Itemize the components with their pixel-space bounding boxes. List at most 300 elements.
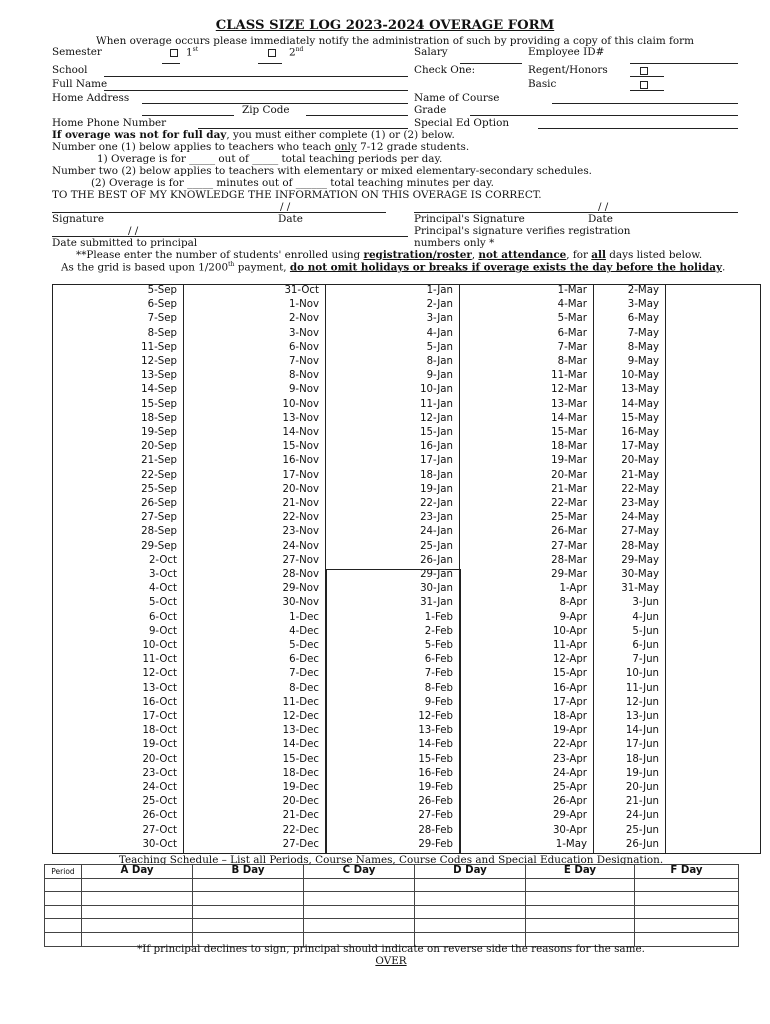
grid-date-cell: 18-Apr	[552, 711, 587, 722]
grid-date-cell: 6-Oct	[148, 611, 177, 623]
grid-date-cell: 8-Feb	[424, 682, 453, 694]
grid-date-cell: 26-Mar	[551, 526, 587, 538]
grid-date-cell: 24-Jan	[420, 526, 453, 538]
schedule-row	[45, 905, 739, 919]
over-label: OVER	[375, 955, 407, 967]
grid-date-cell: 13-Mar	[551, 398, 587, 410]
schedule-cell[interactable]	[635, 919, 739, 933]
attendance-date-grid	[52, 284, 761, 854]
basic-label: Basic	[528, 78, 557, 90]
grid-date-cell: 8-Sep	[147, 327, 177, 339]
grid-date-cell: 7-Sep	[147, 313, 177, 325]
grid-date-cell: 12-Mar	[551, 384, 587, 396]
grid-column-divider	[593, 285, 594, 853]
schedule-cell[interactable]	[304, 878, 415, 892]
grid-date-cell: 31-Jan	[420, 597, 453, 609]
e-day-header: E Day	[526, 865, 635, 879]
principal-verifies-line-1: Principal's signature verifies registration	[414, 225, 631, 237]
grid-date-cell: 24-Jun	[625, 810, 659, 822]
schedule-cell[interactable]	[635, 892, 739, 906]
grid-date-cell: 12-Jan	[420, 412, 453, 424]
grid-date-cell: 21-Mar	[551, 483, 587, 495]
grid-date-cell: 9-Feb	[424, 696, 453, 708]
schedule-cell[interactable]	[193, 905, 304, 919]
grid-date-cell: 18-Mar	[551, 441, 587, 453]
grid-date-cell: 4-Jan	[426, 327, 453, 339]
grid-date-cell: 5-Sep	[147, 285, 177, 296]
special-ed-option-field[interactable]	[538, 128, 738, 129]
grid-date-cell: 6-Mar	[557, 327, 587, 339]
grid-date-cell: 2-Oct	[148, 554, 177, 566]
grid-date-cell: 1-Mar	[557, 285, 587, 296]
full-name-field[interactable]	[104, 90, 408, 91]
schedule-cell[interactable]	[82, 919, 193, 933]
grid-date-cell: 21-Jun	[625, 796, 659, 808]
grid-date-cell: 24-Apr	[552, 767, 587, 779]
grid-payment-note: As the grid is based upon 1/200th payment, do not omit holidays or breaks if overage exists the day before the holiday.	[61, 261, 726, 274]
instruction-line-5: (2) Overage is for _____ minutes out of ______ total teaching minutes per day.	[91, 177, 494, 189]
signature-date-slashes: / /	[280, 201, 291, 213]
grid-date-cell: 10-Jan	[420, 384, 453, 396]
regent-honors-label: Regent/Honors	[528, 64, 608, 76]
grid-date-cell: 18-Dec	[282, 767, 319, 779]
grid-date-cell: 25-Mar	[551, 512, 587, 524]
grid-date-cell: 27-Feb	[418, 810, 453, 822]
certification-statement: TO THE BEST OF MY KNOWLEDGE THE INFORMATION ON THIS OVERAGE IS CORRECT.	[52, 189, 542, 201]
grid-date-cell: 25-Sep	[141, 483, 177, 495]
principal-signature-label: Principal's Signature	[414, 213, 525, 225]
grid-date-cell: 26-Sep	[141, 498, 177, 509]
grid-date-cell: 27-Mar	[551, 540, 587, 552]
salary-label: Salary	[414, 46, 448, 58]
grid-date-cell: 8-May	[627, 341, 659, 353]
grid-date-cell: 21-Sep	[141, 455, 177, 467]
grid-date-cell: 8-Dec	[289, 682, 319, 694]
b-day-header: B Day	[193, 865, 304, 879]
schedule-cell[interactable]	[82, 892, 193, 906]
grid-date-cell: 7-Dec	[289, 668, 319, 680]
schedule-cell[interactable]	[304, 892, 415, 906]
grid-date-cell: 23-Nov	[282, 526, 319, 538]
grid-date-cell: 17-May	[621, 441, 659, 453]
grid-date-cell: 1-Feb	[424, 611, 453, 623]
grid-date-cell: 1-May	[555, 838, 587, 850]
grid-date-cell: 28-Feb	[418, 824, 453, 836]
grid-date-cell: 3-Oct	[148, 569, 177, 580]
grid-date-cell: 2-May	[627, 285, 659, 296]
semester-label: Semester	[52, 46, 102, 58]
grid-date-cell: 14-Sep	[141, 384, 177, 396]
grid-date-cell: 24-Nov	[282, 540, 319, 552]
home-address-label: Home Address	[52, 92, 130, 104]
grid-date-cell: 11-Jan	[420, 398, 453, 410]
grid-date-cell: 23-May	[621, 498, 659, 509]
grid-date-cell: 30-Nov	[282, 597, 319, 609]
grid-date-cell: 4-Jun	[632, 611, 659, 623]
grid-date-cell: 19-Mar	[551, 455, 587, 467]
grid-date-cell: 29-May	[621, 554, 659, 566]
employee-id-field[interactable]	[630, 63, 738, 64]
grid-date-cell: 30-Jan	[420, 583, 453, 595]
grid-date-cell: 25-Oct	[142, 796, 177, 808]
grid-date-cell: 1-Nov	[288, 299, 319, 311]
grid-date-cell: 18-Sep	[141, 412, 177, 424]
grid-date-cell: 26-Jan	[420, 554, 453, 566]
grid-date-cell: 10-May	[621, 370, 659, 382]
grid-column-divider	[665, 285, 666, 853]
grid-date-cell: 22-May	[621, 483, 659, 495]
instruction-line-2: Number one (1) below applies to teachers who teach only 7-12 grade students.	[52, 141, 470, 153]
grid-date-cell: 11-Mar	[551, 370, 587, 382]
grid-date-cell: 10-Apr	[552, 625, 587, 637]
schedule-cell[interactable]	[526, 878, 635, 892]
grid-date-cell: 8-Nov	[288, 370, 319, 382]
grid-date-cell: 3-Jan	[426, 313, 453, 325]
signature-label: Signature	[52, 213, 104, 225]
date-submitted-label: Date submitted to principal	[52, 237, 198, 249]
grid-date-cell: 13-Jun	[625, 711, 659, 722]
grid-date-cell: 7-Mar	[557, 341, 587, 353]
grid-date-cell: 5-Mar	[557, 313, 587, 325]
schedule-cell[interactable]	[526, 905, 635, 919]
grid-date-cell: 19-Jun	[625, 767, 659, 779]
grid-date-cell: 15-Jan	[420, 427, 453, 438]
grid-date-cell: 6-Jun	[632, 640, 659, 651]
grid-date-cell: 14-Feb	[418, 739, 453, 751]
grade-label: Grade	[414, 104, 447, 116]
grid-date-cell: 2-Nov	[288, 313, 319, 325]
footer-note: *If principal declines to sign, principal should indicate on reverse side the reasons for the same.	[137, 943, 645, 955]
grid-date-cell: 12-Jun	[625, 696, 659, 708]
schedule-row	[45, 892, 739, 906]
c-day-header: C Day	[304, 865, 415, 879]
grid-date-cell: 6-Sep	[147, 299, 177, 311]
name-of-course-field[interactable]	[552, 103, 738, 104]
grid-date-cell: 29-Feb	[418, 838, 453, 850]
grid-date-cell: 12-Dec	[282, 711, 319, 722]
grid-date-cell: 12-Feb	[418, 711, 453, 722]
grid-date-cell: 15-Dec	[282, 753, 319, 765]
grid-date-cell: 28-Mar	[551, 554, 587, 566]
regent-line	[630, 76, 664, 77]
grid-date-cell: 15-Apr	[552, 668, 587, 680]
schedule-cell[interactable]	[193, 892, 304, 906]
semester-line	[162, 63, 180, 64]
grid-date-cell: 17-Apr	[552, 696, 587, 708]
principal-verifies-line-2: numbers only *	[414, 237, 495, 249]
grid-date-cell: 20-May	[621, 455, 659, 467]
semester-line-2	[258, 63, 282, 64]
grid-date-cell: 12-Oct	[142, 668, 177, 680]
semester-2-checkbox[interactable]	[268, 49, 276, 57]
grid-date-cell: 22-Mar	[551, 498, 587, 509]
grid-date-cell: 11-Jun	[625, 682, 659, 694]
semester-2-label: 2nd	[289, 46, 304, 59]
grid-date-cell: 4-Oct	[148, 583, 177, 595]
grid-date-cell: 6-May	[627, 313, 659, 325]
schedule-cell[interactable]	[635, 905, 739, 919]
grid-date-cell: 22-Nov	[282, 512, 319, 524]
grid-date-cell: 8-Jan	[426, 356, 453, 367]
grid-date-cell: 28-Sep	[141, 526, 177, 538]
grid-date-cell: 25-Apr	[552, 782, 587, 793]
grid-date-cell: 21-Nov	[282, 498, 319, 509]
grid-date-cell: 13-Dec	[282, 725, 319, 737]
grid-date-cell: 15-Sep	[141, 398, 177, 410]
grid-date-cell: 19-Dec	[282, 782, 319, 793]
schedule-caption: Teaching Schedule – List all Periods, Course Names, Course Codes and Special Education Designation.	[118, 854, 664, 866]
grid-date-cell: 24-May	[621, 512, 659, 524]
grid-date-cell: 5-Jan	[426, 341, 453, 353]
grid-date-cell: 19-Apr	[552, 725, 587, 737]
grid-date-cell: 16-Nov	[282, 455, 319, 467]
grid-date-cell: 3-May	[627, 299, 659, 311]
grid-date-cell: 25-Jan	[420, 540, 453, 552]
grid-date-cell: 13-Feb	[418, 725, 453, 737]
schedule-cell[interactable]	[193, 919, 304, 933]
period-cell[interactable]	[45, 905, 82, 919]
grid-date-cell: 29-Mar	[551, 569, 587, 580]
grid-section-border	[326, 569, 327, 853]
period-cell[interactable]	[45, 919, 82, 933]
grid-date-cell: 23-Oct	[142, 767, 177, 779]
grid-date-cell: 30-May	[621, 569, 659, 580]
grid-date-cell: 20-Sep	[141, 441, 177, 453]
grid-date-cell: 11-Sep	[141, 341, 177, 353]
grid-date-cell: 17-Jun	[625, 739, 659, 751]
grid-date-cell: 31-Oct	[284, 285, 319, 296]
grid-column-divider	[183, 285, 184, 853]
grid-date-cell: 20-Oct	[142, 753, 177, 765]
grid-date-cell: 13-May	[621, 384, 659, 396]
check-one-label: Check One:	[414, 64, 476, 76]
semester-1-label: 1st	[186, 46, 199, 59]
grid-date-cell: 23-Jan	[420, 512, 453, 524]
teaching-schedule-table	[44, 864, 739, 947]
grid-date-cell: 26-Oct	[142, 810, 177, 822]
grid-date-cell: 20-Dec	[282, 796, 319, 808]
grid-date-cell: 6-Feb	[424, 654, 453, 666]
grid-date-cell: 21-May	[621, 469, 659, 481]
grid-date-cell: 16-Apr	[552, 682, 587, 694]
principal-date-label: Date	[588, 213, 613, 225]
grid-date-cell: 7-May	[627, 327, 659, 339]
grid-date-cell: 15-Feb	[418, 753, 453, 765]
grid-date-cell: 5-Feb	[424, 640, 453, 651]
grid-date-cell: 14-Mar	[551, 412, 587, 424]
school-label: School	[52, 64, 88, 76]
grid-date-cell: 13-Sep	[141, 370, 177, 382]
grade-field[interactable]	[470, 115, 738, 116]
grid-date-cell: 1-Dec	[289, 611, 319, 623]
submitted-date-slashes: / /	[128, 225, 139, 237]
grid-date-cell: 17-Jan	[420, 455, 453, 467]
schedule-cell[interactable]	[526, 892, 635, 906]
grid-date-cell: 18-Jan	[420, 469, 453, 481]
grid-date-cell: 30-Oct	[142, 838, 177, 850]
schedule-cell[interactable]	[304, 905, 415, 919]
grid-date-cell: 16-Oct	[142, 696, 177, 708]
schedule-cell[interactable]	[82, 905, 193, 919]
grid-date-cell: 22-Dec	[282, 824, 319, 836]
regent-honors-checkbox[interactable]	[640, 67, 648, 75]
grid-date-cell: 15-Nov	[282, 441, 319, 453]
zip-code-field[interactable]	[306, 115, 408, 116]
f-day-header: F Day	[635, 865, 739, 879]
d-day-header: D Day	[415, 865, 526, 879]
grid-date-cell: 17-Oct	[142, 711, 177, 722]
signature-date-label: Date	[278, 213, 303, 225]
schedule-cell[interactable]	[415, 892, 526, 906]
grid-date-cell: 27-May	[621, 526, 659, 538]
semester-1-checkbox[interactable]	[170, 49, 178, 57]
schedule-cell[interactable]	[304, 919, 415, 933]
grid-date-cell: 28-May	[621, 540, 659, 552]
grid-date-cell: 8-Apr	[559, 597, 587, 609]
grid-date-cell: 9-Nov	[288, 384, 319, 396]
schedule-cell[interactable]	[193, 878, 304, 892]
grid-date-cell: 10-Jun	[625, 668, 659, 680]
grid-date-cell: 7-Feb	[424, 668, 453, 680]
basic-line	[630, 90, 664, 91]
address-line-2-field[interactable]	[142, 115, 234, 116]
grid-date-cell: 4-Dec	[289, 625, 319, 637]
grid-date-cell: 9-May	[627, 356, 659, 367]
grid-date-cell: 20-Mar	[551, 469, 587, 481]
grid-date-cell: 16-May	[621, 427, 659, 438]
grid-date-cell: 19-Oct	[142, 739, 177, 751]
schedule-cell[interactable]	[82, 878, 193, 892]
grid-date-cell: 21-Dec	[282, 810, 319, 822]
grid-date-cell: 12-Apr	[552, 654, 587, 666]
form-title: CLASS SIZE LOG 2023-2024 OVERAGE FORM	[215, 18, 555, 33]
notice-text: When overage occurs please immediately notify the administration of such by providing a copy of this claim form	[96, 35, 694, 47]
grid-date-cell: 3-Nov	[288, 327, 319, 339]
schedule-cell[interactable]	[415, 878, 526, 892]
grid-date-cell: 29-Jan	[420, 569, 453, 580]
enter-students-note: **Please enter the number of students' enrolled using registration/roster, not attendance, for all days listed below.	[76, 249, 703, 261]
instruction-line-4: Number two (2) below applies to teachers with elementary or mixed elementary-secondary schedules.	[52, 165, 592, 177]
period-cell[interactable]	[45, 892, 82, 906]
grid-section-border	[460, 569, 461, 853]
grid-date-cell: 24-Oct	[142, 782, 177, 793]
grid-date-cell: 3-Jun	[632, 597, 659, 609]
grid-date-cell: 5-Jun	[632, 625, 659, 637]
period-header: Period	[45, 865, 82, 879]
schedule-row	[45, 919, 739, 933]
grid-date-cell: 14-Dec	[282, 739, 319, 751]
grid-date-cell: 6-Dec	[289, 654, 319, 666]
grid-date-cell: 14-May	[621, 398, 659, 410]
grid-date-cell: 16-Jan	[420, 441, 453, 453]
school-field[interactable]	[104, 76, 408, 77]
grid-date-cell: 18-Jun	[625, 753, 659, 765]
grid-date-cell: 9-Jan	[426, 370, 453, 382]
grid-date-cell: 1-Jan	[426, 285, 453, 296]
grid-date-cell: 15-May	[621, 412, 659, 424]
grid-date-cell: 19-Sep	[141, 427, 177, 438]
grid-date-cell: 22-Sep	[141, 469, 177, 481]
schedule-row	[45, 878, 739, 892]
grid-date-cell: 11-Dec	[282, 696, 319, 708]
grid-date-cell: 26-Jun	[625, 838, 659, 850]
grid-date-cell: 25-Jun	[625, 824, 659, 836]
schedule-cell[interactable]	[635, 878, 739, 892]
grid-date-cell: 18-Oct	[142, 725, 177, 737]
grid-date-cell: 4-Mar	[557, 299, 587, 311]
grid-date-cell: 16-Feb	[418, 767, 453, 779]
grid-date-cell: 27-Nov	[282, 554, 319, 566]
instruction-line-1: If overage was not for full day, you must either complete (1) or (2) below.	[52, 129, 455, 141]
grid-date-cell: 20-Jun	[625, 782, 659, 793]
grid-date-cell: 26-Apr	[552, 796, 587, 808]
grid-date-cell: 20-Nov	[282, 483, 319, 495]
grid-date-cell: 13-Oct	[142, 682, 177, 694]
grid-date-cell: 29-Nov	[282, 583, 319, 595]
grid-date-cell: 15-Mar	[551, 427, 587, 438]
grid-date-cell: 7-Nov	[288, 356, 319, 367]
schedule-cell[interactable]	[415, 905, 526, 919]
grid-date-cell: 1-Apr	[559, 583, 587, 595]
grid-date-cell: 29-Sep	[141, 540, 177, 552]
grid-date-cell: 11-Oct	[142, 654, 177, 666]
zip-code-label: Zip Code	[242, 104, 290, 116]
grid-date-cell: 23-Apr	[552, 753, 587, 765]
grid-date-cell: 7-Jun	[632, 654, 659, 666]
grid-section-border	[325, 569, 459, 570]
grid-date-cell: 2-Jan	[426, 299, 453, 311]
full-name-label: Full Name	[52, 78, 108, 90]
grid-date-cell: 27-Dec	[282, 838, 319, 850]
schedule-cell[interactable]	[526, 919, 635, 933]
grid-date-cell: 12-Sep	[141, 356, 177, 367]
grid-date-cell: 30-Apr	[552, 824, 587, 836]
grid-date-cell: 6-Nov	[288, 341, 319, 353]
grid-date-cell: 27-Oct	[142, 824, 177, 836]
home-phone-label: Home Phone Number	[52, 117, 167, 129]
grid-date-cell: 26-Feb	[418, 796, 453, 808]
grid-date-cell: 5-Dec	[289, 640, 319, 651]
instruction-line-3: 1) Overage is for _____ out of _____ total teaching periods per day.	[97, 153, 443, 165]
schedule-cell[interactable]	[415, 919, 526, 933]
grid-date-cell: 28-Nov	[282, 569, 319, 580]
name-of-course-label: Name of Course	[414, 92, 500, 104]
grid-date-cell: 14-Nov	[282, 427, 319, 438]
a-day-header: A Day	[82, 865, 193, 879]
special-ed-option-label: Special Ed Option	[414, 117, 510, 129]
employee-id-label: Employee ID#	[528, 46, 605, 58]
grid-date-cell: 17-Nov	[282, 469, 319, 481]
schedule-header-row	[45, 865, 739, 879]
grid-date-cell: 11-Apr	[552, 640, 587, 651]
grid-date-cell: 5-Oct	[148, 597, 177, 609]
grid-date-cell: 29-Apr	[552, 810, 587, 822]
grid-date-cell: 10-Nov	[282, 398, 319, 410]
grid-date-cell: 22-Jan	[420, 498, 453, 509]
grid-date-cell: 22-Apr	[552, 739, 587, 751]
grid-date-cell: 31-May	[621, 583, 659, 595]
grid-date-cell: 2-Feb	[424, 625, 453, 637]
grid-date-cell: 8-Mar	[557, 356, 587, 367]
basic-checkbox[interactable]	[640, 81, 648, 89]
grid-date-cell: 10-Oct	[142, 640, 177, 651]
grid-date-cell: 13-Nov	[282, 412, 319, 424]
period-cell[interactable]	[45, 878, 82, 892]
grid-date-cell: 9-Apr	[559, 611, 587, 623]
grid-date-cell: 19-Jan	[420, 483, 453, 495]
grid-date-cell: 27-Sep	[141, 512, 177, 524]
grid-date-cell: 14-Jun	[625, 725, 659, 737]
